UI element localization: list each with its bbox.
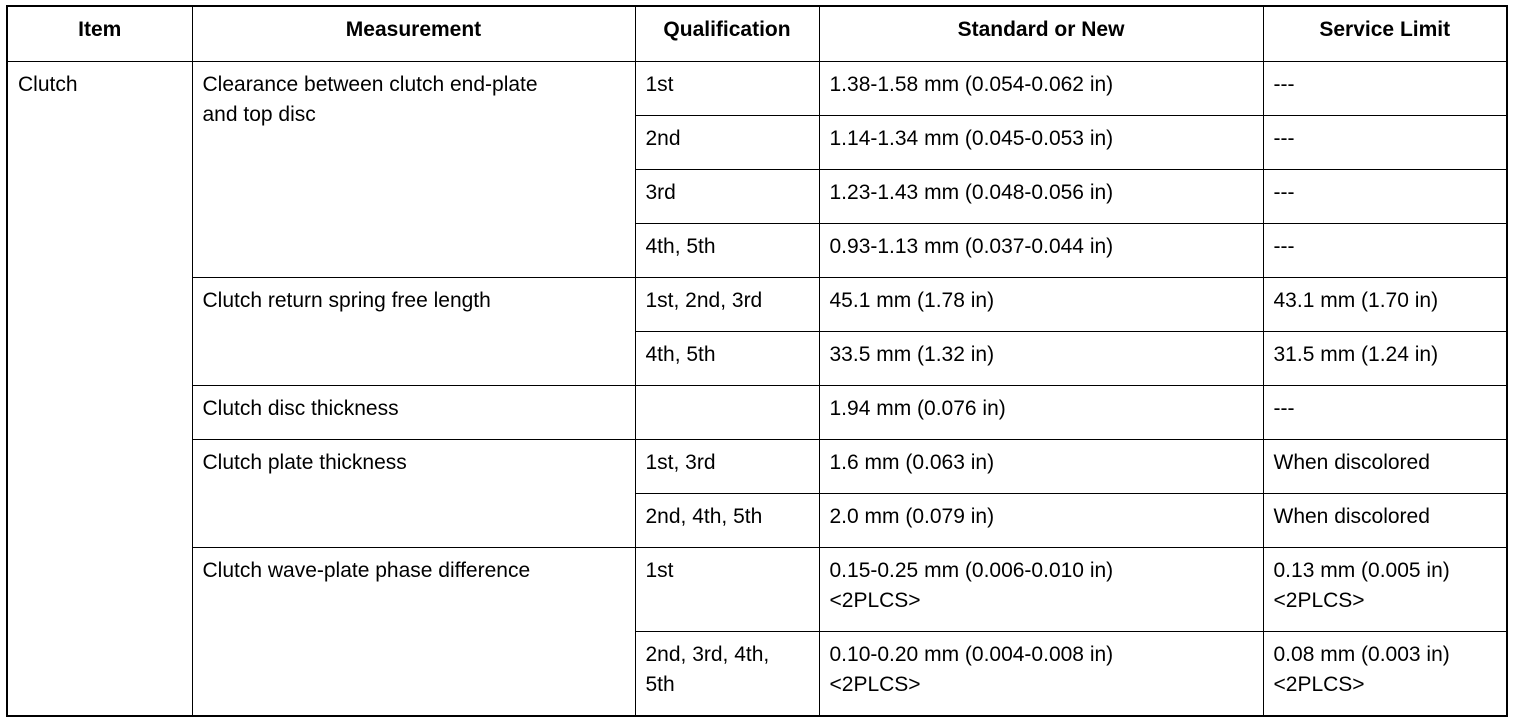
service-limit-cell: When discolored bbox=[1263, 494, 1507, 548]
service-limit-cell: --- bbox=[1263, 224, 1507, 278]
qualification-cell: 1st bbox=[635, 548, 819, 632]
measurement-cell: Clutch wave-plate phase difference bbox=[192, 548, 635, 717]
header-service-limit: Service Limit bbox=[1263, 6, 1507, 62]
header-item: Item bbox=[7, 6, 192, 62]
service-limit-cell: 43.1 mm (1.70 in) bbox=[1263, 278, 1507, 332]
standard-cell: 1.6 mm (0.063 in) bbox=[819, 440, 1263, 494]
item-cell: Clutch bbox=[7, 62, 192, 717]
table-row bbox=[7, 440, 1507, 494]
standard-cell: 1.14-1.34 mm (0.045-0.053 in) bbox=[819, 116, 1263, 170]
header-qualification: Qualification bbox=[635, 6, 819, 62]
standard-cell: 1.38-1.58 mm (0.054-0.062 in) bbox=[819, 62, 1263, 116]
table-row bbox=[7, 62, 1507, 116]
service-limit-cell: --- bbox=[1263, 386, 1507, 440]
service-limit-cell: --- bbox=[1263, 62, 1507, 116]
standard-cell: 0.15-0.25 mm (0.006-0.010 in) <2PLCS> bbox=[819, 548, 1263, 632]
spec-table bbox=[6, 5, 1508, 717]
table-row bbox=[7, 548, 1507, 632]
header-measurement: Measurement bbox=[192, 6, 635, 62]
standard-cell: 1.94 mm (0.076 in) bbox=[819, 386, 1263, 440]
qualification-cell: 1st, 2nd, 3rd bbox=[635, 278, 819, 332]
standard-cell: 0.10-0.20 mm (0.004-0.008 in) <2PLCS> bbox=[819, 632, 1263, 717]
qualification-cell: 1st, 3rd bbox=[635, 440, 819, 494]
measurement-cell: Clutch plate thickness bbox=[192, 440, 635, 548]
service-limit-cell: 31.5 mm (1.24 in) bbox=[1263, 332, 1507, 386]
measurement-cell: Clutch return spring free length bbox=[192, 278, 635, 386]
standard-cell: 2.0 mm (0.079 in) bbox=[819, 494, 1263, 548]
standard-cell: 1.23-1.43 mm (0.048-0.056 in) bbox=[819, 170, 1263, 224]
measurement-cell: Clearance between clutch end-plate and top disc bbox=[192, 62, 635, 278]
table-row bbox=[7, 386, 1507, 440]
service-limit-cell: When discolored bbox=[1263, 440, 1507, 494]
qualification-cell: 2nd, 4th, 5th bbox=[635, 494, 819, 548]
standard-cell: 45.1 mm (1.78 in) bbox=[819, 278, 1263, 332]
header-standard: Standard or New bbox=[819, 6, 1263, 62]
standard-cell: 33.5 mm (1.32 in) bbox=[819, 332, 1263, 386]
table-row bbox=[7, 278, 1507, 332]
qualification-cell: 4th, 5th bbox=[635, 224, 819, 278]
header-row bbox=[7, 6, 1507, 62]
qualification-cell: 2nd bbox=[635, 116, 819, 170]
qualification-cell bbox=[635, 386, 819, 440]
service-limit-cell: 0.08 mm (0.003 in) <2PLCS> bbox=[1263, 632, 1507, 717]
measurement-cell: Clutch disc thickness bbox=[192, 386, 635, 440]
service-limit-cell: --- bbox=[1263, 116, 1507, 170]
qualification-cell: 3rd bbox=[635, 170, 819, 224]
service-limit-cell: 0.13 mm (0.005 in) <2PLCS> bbox=[1263, 548, 1507, 632]
qualification-cell: 2nd, 3rd, 4th, 5th bbox=[635, 632, 819, 717]
qualification-cell: 1st bbox=[635, 62, 819, 116]
qualification-cell: 4th, 5th bbox=[635, 332, 819, 386]
standard-cell: 0.93-1.13 mm (0.037-0.044 in) bbox=[819, 224, 1263, 278]
service-limit-cell: --- bbox=[1263, 170, 1507, 224]
